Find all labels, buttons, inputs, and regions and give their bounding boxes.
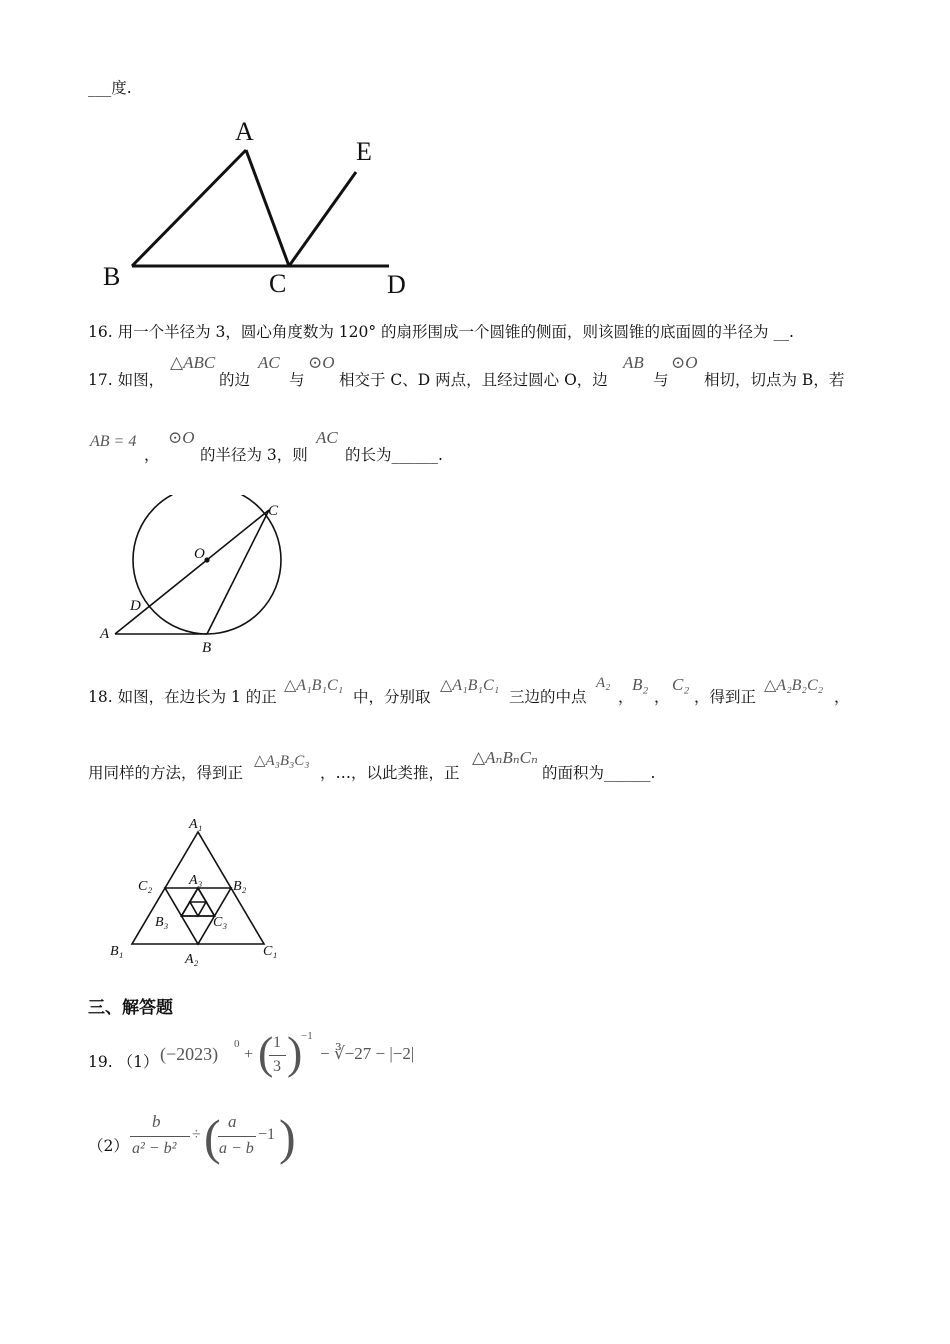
- q18-b2: B₂: [632, 675, 649, 694]
- q19-b: b: [152, 1112, 161, 1131]
- question-18-line1: [88, 672, 888, 717]
- q19-paren2-open: (: [204, 1109, 221, 1165]
- q19-minus1: −1: [258, 1126, 276, 1143]
- label-b1: B₁: [110, 944, 124, 959]
- q18-c2: C₂: [672, 675, 690, 694]
- q17-circle3: ⊙O: [168, 428, 195, 447]
- q19-frac-bar3: [218, 1136, 256, 1137]
- q19-paren2-close: ): [279, 1109, 296, 1165]
- q18-tri3: △A₃B₃C₃: [254, 753, 310, 769]
- q18-trin: △AₙBₙCₙ: [472, 748, 538, 767]
- label-a: A: [100, 626, 110, 642]
- q17-text5: 相切，切点为 B，若: [704, 371, 845, 389]
- label-c2: C₂: [138, 879, 153, 894]
- q18-text1: 18. 如图，在边长为 1 的正: [88, 688, 277, 706]
- figure-circle-abc: [95, 495, 305, 660]
- label-a1: A₁: [189, 817, 203, 832]
- q17-num: 17. 如图，: [88, 371, 165, 389]
- q19-term1: (−2023): [160, 1044, 219, 1064]
- q17-ab: AB: [623, 353, 644, 372]
- q18-comma1: ，: [618, 688, 634, 706]
- q17-triangle: △ABC: [170, 353, 216, 372]
- q19-paren-open: (: [258, 1027, 274, 1078]
- q18-text5: ，: [834, 688, 850, 706]
- label-b2: B₂: [233, 879, 247, 894]
- q18-text2: 中，分别取: [353, 688, 431, 706]
- q19-exp0: 0: [234, 1038, 240, 1050]
- label-d: D: [130, 598, 141, 614]
- question-16: 16. 用一个半径为 3，圆心角度数为 120° 的扇形围成一个圆锥的侧面，则该圆锥的底面圆的半径为 __.: [88, 323, 794, 341]
- q19-plus: +: [244, 1046, 254, 1063]
- q17-ab-eq-4: AB = 4: [90, 433, 137, 450]
- label-c: C: [268, 503, 279, 519]
- q18-comma2: ，: [654, 688, 670, 706]
- circle-o: [133, 495, 281, 634]
- label-a2: A₂: [185, 952, 199, 967]
- label-b3: B₃: [155, 915, 169, 930]
- q17-text6: 的半径为 3，则: [200, 446, 308, 464]
- question-19-part2: [88, 1110, 508, 1170]
- label-b: B: [202, 640, 212, 656]
- question-17-line1: [88, 353, 868, 401]
- q19-exp-neg1: −1: [301, 1030, 313, 1042]
- q19-frac-bar: [269, 1055, 286, 1056]
- line-ac: [115, 510, 269, 634]
- q18-text6: 用同样的方法，得到正: [88, 764, 244, 782]
- section-heading: 三、解答题: [88, 998, 173, 1018]
- q19-frac-bar2: [130, 1136, 190, 1137]
- q17-text3: 相交于 C、D 两点，且经过圆心 O，边: [339, 371, 608, 389]
- question-19-part1: [88, 1027, 508, 1085]
- line-bc: [207, 510, 269, 634]
- label-d: D: [387, 270, 406, 299]
- q18-tri2: △A₂B₂C₂: [764, 677, 824, 694]
- figure-angle-abc: [95, 110, 435, 300]
- center-point-o: [204, 557, 209, 562]
- q17-ac: AC: [258, 353, 280, 372]
- top-line: ___度.: [88, 79, 132, 97]
- label-c3: C₃: [213, 915, 228, 930]
- line-ac: [246, 150, 289, 266]
- q18-text7: ，…，以此类推，正: [320, 764, 460, 782]
- question-17-line2: [88, 428, 588, 468]
- q19-divide: ÷: [192, 1126, 201, 1143]
- label-a3: A₃: [189, 873, 203, 888]
- q19-num2: （2）: [88, 1137, 129, 1155]
- q18-text8: 的面积为______.: [542, 764, 656, 782]
- q19-den2: a² − b²: [132, 1140, 177, 1157]
- triangle-a4b4c4: [190, 902, 206, 916]
- q19-paren-close: ): [287, 1027, 303, 1078]
- q17-text7: 的长为______.: [345, 446, 443, 464]
- q19-a: a: [228, 1112, 237, 1131]
- q17-comma: ，: [144, 446, 160, 464]
- line-ce: [289, 172, 356, 266]
- q18-text4: ，得到正: [694, 688, 757, 706]
- label-c: C: [269, 269, 287, 298]
- q17-text1: 的边: [219, 371, 251, 389]
- q18-a2: A₂: [596, 675, 611, 691]
- q18-tri1b: △A₁B₁C₁: [440, 677, 500, 694]
- q17-text4: 与: [653, 371, 669, 389]
- q17-ac2: AC: [316, 428, 338, 447]
- label-e: E: [356, 137, 372, 166]
- q17-circle: ⊙O: [308, 353, 335, 372]
- label-c1: C₁: [263, 944, 278, 959]
- q19-frac-num: 1: [273, 1034, 281, 1051]
- q17-circle2: ⊙O: [671, 353, 698, 372]
- question-18-line2: [88, 748, 788, 788]
- figure-nested-triangles: [105, 812, 290, 967]
- label-a: A: [235, 117, 254, 146]
- q18-text3: 三边的中点: [509, 688, 587, 706]
- q17-text2: 与: [289, 371, 305, 389]
- q18-tri1: △A₁B₁C₁: [284, 677, 344, 694]
- line-ab: [132, 150, 246, 266]
- q19-rest: − ∛−27 − |−2|: [320, 1044, 415, 1063]
- q19-num: 19. （1）: [88, 1053, 159, 1071]
- q19-frac-den: 3: [273, 1058, 281, 1075]
- label-o: O: [194, 546, 205, 562]
- label-b: B: [103, 262, 121, 291]
- q19-amb: a − b: [219, 1140, 254, 1157]
